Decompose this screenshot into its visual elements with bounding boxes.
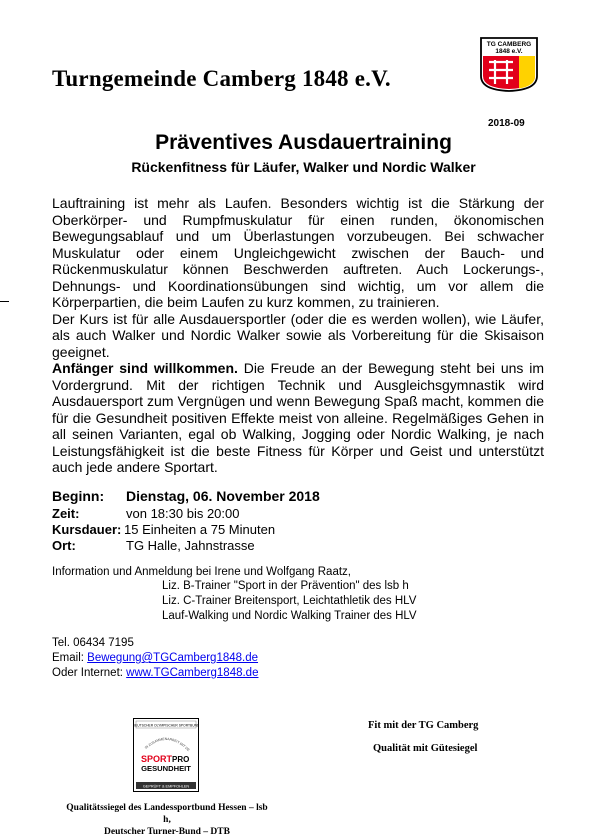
trainer-license-2: Liz. C-Trainer Breitensport, Leichtathletik des HLV [162, 595, 417, 607]
start-date-row [52, 489, 320, 504]
email-label: Email: [52, 652, 88, 664]
body-text [52, 195, 544, 476]
location-value: TG Halle, Jahnstrasse [126, 538, 255, 553]
seal-caption-line2: Deutscher Turner-Bund – DTB [104, 827, 230, 837]
location-row [52, 538, 255, 553]
start-value: Dienstag, 06. November 2018 [126, 488, 320, 504]
paragraph-audience: Der Kurs ist für alle Ausdauersportler (oder die es werden wollen), wie Läufer, als auch Walker und Nordic Walker sowie als Vorbereitung für die Skisaison geeignet. [52, 310, 544, 360]
logo-text-line2: 1848 e.V. [495, 48, 523, 55]
phone-number: Tel. 06434 7195 [52, 637, 134, 649]
start-label: Beginn: [52, 488, 105, 504]
seal-caption-line1: Qualitätssiegel des Landessportbund Hessen – lsb h, [66, 803, 268, 825]
website-link[interactable]: www.TGCamberg1848.de [126, 667, 259, 679]
seal-word-sport: SPORT [141, 754, 173, 764]
trainer-license-3: Lauf-Walking und Nordic Walking Trainer des HLV [162, 610, 417, 622]
location-label: Ort: [52, 538, 76, 553]
registration-info: Information und Anmeldung bei Irene und Wolfgang Raatz, [52, 566, 351, 578]
time-row [52, 506, 239, 521]
seal-top-text: DEUTSCHER OLYMPISCHER SPORTBUND [133, 723, 199, 728]
document-code: 2018-09 [488, 118, 525, 129]
page-title: Präventives Ausdauertraining [155, 131, 452, 154]
fit-slogan: Fit mit der TG Camberg [368, 720, 479, 731]
seal-bottom-text: GEPRÜFT & EMPFOHLEN [142, 784, 190, 789]
tg-camberg-logo [479, 36, 539, 92]
duration-label: Kursdauer: [52, 522, 122, 537]
paragraph-beginners [52, 360, 544, 476]
logo-text-line1: TG CAMBERG [486, 41, 532, 48]
seal-word-pro: PRO [172, 755, 190, 764]
seal-arc-textpath: IN ZUSAMMENARBEIT MIT DE [143, 736, 191, 753]
org-name: Turngemeinde Camberg 1848 e.V. [52, 66, 391, 91]
duration-row [52, 522, 275, 537]
duration-value: 15 Einheiten a 75 Minuten [124, 522, 276, 537]
seal-caption [62, 802, 272, 838]
beginners-welcome: Anfänger sind willkommen. [52, 360, 238, 376]
time-label: Zeit: [52, 506, 80, 521]
paragraph-intro: Lauftraining ist mehr als Laufen. Besonders wichtig ist die Stärkung der Oberkörper- und Rumpfmuskulatur für einen runden, ökonomischen Bewegungsablauf und um Überlastungen vorzubeugen. Bei schwacher Muskulatur oder einem Ungleichgewicht zwischen der Bauch- und Rückenmuskulatur können Beschwerden auftreten. Auch Lockerungs-, Dehnungs- und Koordinationsübungen sind wichtig, um vor allem die Körperpartien, die beim Laufen zu kurz kommen, zu trainieren. [52, 195, 544, 310]
sport-pro-gesundheit-seal [133, 718, 199, 792]
website-line [52, 666, 258, 680]
margin-mark [0, 301, 9, 302]
time-value: von 18:30 bis 20:00 [126, 506, 240, 521]
quality-slogan: Qualität mit Gütesiegel [373, 743, 478, 754]
trainer-license-1: Liz. B-Trainer "Sport in der Prävention" des lsb h [162, 580, 409, 592]
seal-word-gesundheit: GESUNDHEIT [141, 764, 191, 773]
page-subtitle: Rückenfitness für Läufer, Walker und Nordic Walker [131, 159, 476, 175]
email-line [52, 651, 258, 665]
website-label: Oder Internet: [52, 667, 127, 679]
email-link[interactable]: Bewegung@TGCamberg1848.de [87, 652, 259, 664]
paragraph-beginners-rest: Die Freude an der Bewegung steht bei uns im Vordergrund. Mit der richtigen Technik und Ausgleichsgymnastik wird Ausdauersport zum Vergnügen und wenn Bewegung Spaß macht, kommen die für die Gesundheit positiven Effekte meist von alleine. Regelmäßiges Gehen in all seinen Varianten, egal ob Walking, Jogging oder Nordic Walking, je nach Leistungsfähigkeit ist die beste Fitness für Körper und Geist und unterstützt auch jede andere Sportart. [52, 360, 544, 475]
